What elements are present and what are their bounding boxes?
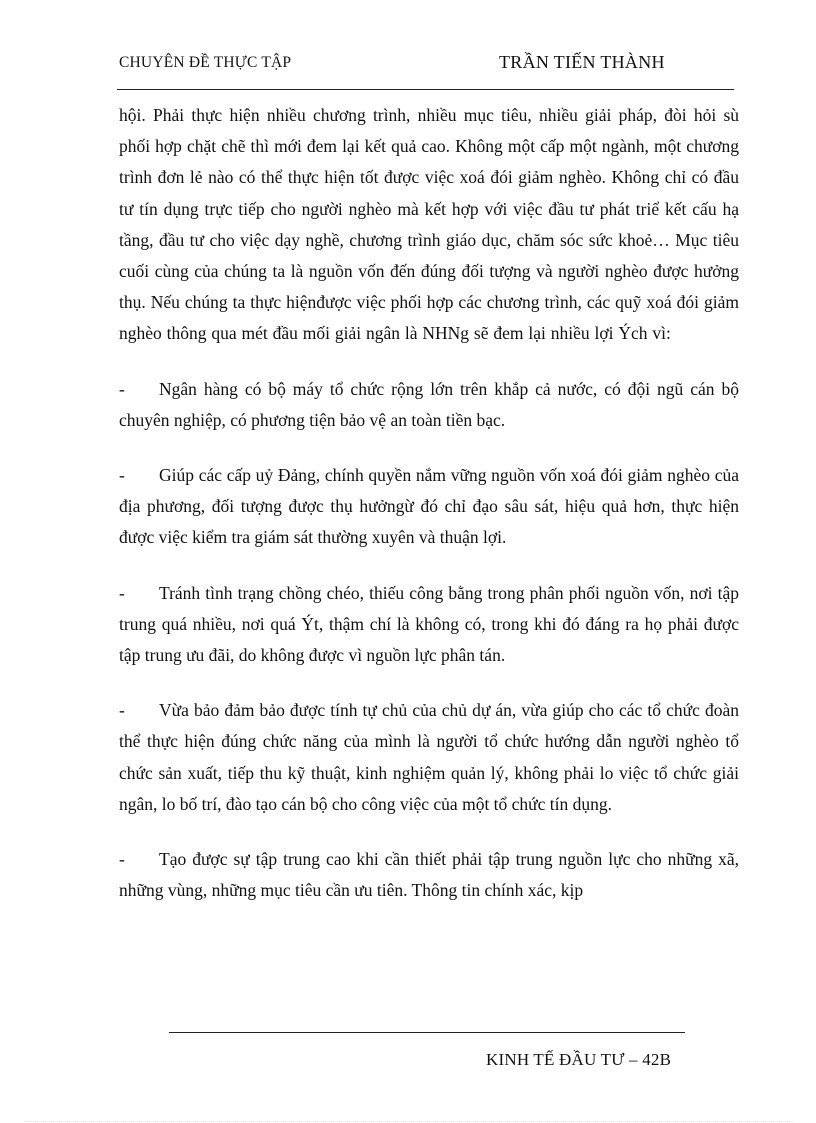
- bullet-item-5: [119, 844, 739, 906]
- bullet-dash: -: [119, 582, 125, 603]
- bullet-text: Ngân hàng có bộ máy tổ chức rộng lớn trên khắp cả nước, có đội ngũ cán bộ chuyên nghiệp, có phương tiện bảo vệ an toàn tiền bạc.: [119, 378, 739, 430]
- bullet-text: Vừa bảo đảm bảo được tính tự chủ của chủ dự án, vừa giúp cho các tổ chức đoàn thể thực hiện đúng chức năng của mình là người tổ chức hướng dẫn người nghèo tổ chức sản xuất, tiếp thu kỹ thuật, kinh nghiệm quản lý, không phải lo việc tổ chức giải ngân, lo bố trí, đào tạo cán bộ cho công việc của một tổ chức tín dụng.: [119, 700, 739, 814]
- body-text: [119, 100, 739, 906]
- footer-course-label: KINH TẾ ĐẦU TƯ – 42B: [486, 1050, 672, 1069]
- bullet-dash: -: [119, 378, 125, 399]
- bullet-text: Tránh tình trạng chồng chéo, thiếu công bằng trong phân phối nguồn vốn, nơi tập trung quá nhiều, nơi quá Ýt, thậm chí là không có, trong khi đó đáng ra họ phải được tập trung ưu đãi, do không được vì nguồn lực phân tán.: [119, 582, 739, 666]
- bullet-dash: -: [119, 849, 125, 870]
- page-bottom-edge: [24, 1121, 794, 1122]
- bullet-text: Tạo được sự tập trung cao khi cần thiết phải tập trung nguồn lực cho những xã, những vùng, những mục tiêu cần ưu tiên. Thông tin chính xác, kịp: [119, 849, 739, 901]
- bullet-item-1: [119, 374, 739, 436]
- footer-divider: [169, 1032, 685, 1033]
- header-document-title: CHUYÊN ĐỀ THỰC TẬP: [119, 54, 292, 71]
- header-divider: [117, 89, 734, 90]
- header-author-name: TRẦN TIẾN THÀNH: [499, 52, 665, 72]
- bullet-dash: -: [119, 465, 125, 486]
- bullet-item-3: [119, 578, 739, 672]
- bullet-item-4: [119, 695, 739, 820]
- bullet-item-2: [119, 460, 739, 554]
- intro-paragraph: hội. Phải thực hiện nhiều chương trình, nhiều mục tiêu, nhiều giải pháp, đòi hỏi sù phối hợp chặt chẽ thì mới đem lại kết quả cao. Không một cấp một ngành, một chương trình đơn lẻ nào có thể thực hiện tốt được việc xoá đói giảm nghèo. Không chỉ có đầu tư tín dụng trực tiếp cho người nghèo mà kết hợp với việc đầu tư phát triể kết cấu hạ tầng, đầu tư cho việc dạy nghề, chương trình giáo dục, chăm sóc sức khoẻ… Mục tiêu cuối cùng của chúng ta là nguồn vốn đến đúng đối tượng và người nghèo được hưởng thụ. Nếu chúng ta thực hiệnđược việc phối hợp các chương trình, các quỹ xoá đói giảm nghèo thông qua mét đầu mối giải ngân là NHNg sẽ đem lại nhiều lợi Ých vì:: [119, 105, 739, 344]
- bullet-text: Giúp các cấp uỷ Đảng, chính quyền nắm vững nguồn vốn xoá đói giảm nghèo của địa phương, đối tượng được thụ hưởngừ đó chỉ đạo sâu sát, hiệu quả hơn, thực hiện được việc kiểm tra giám sát thường xuyên và thuận lợi.: [119, 465, 739, 548]
- bullet-dash: -: [119, 700, 125, 721]
